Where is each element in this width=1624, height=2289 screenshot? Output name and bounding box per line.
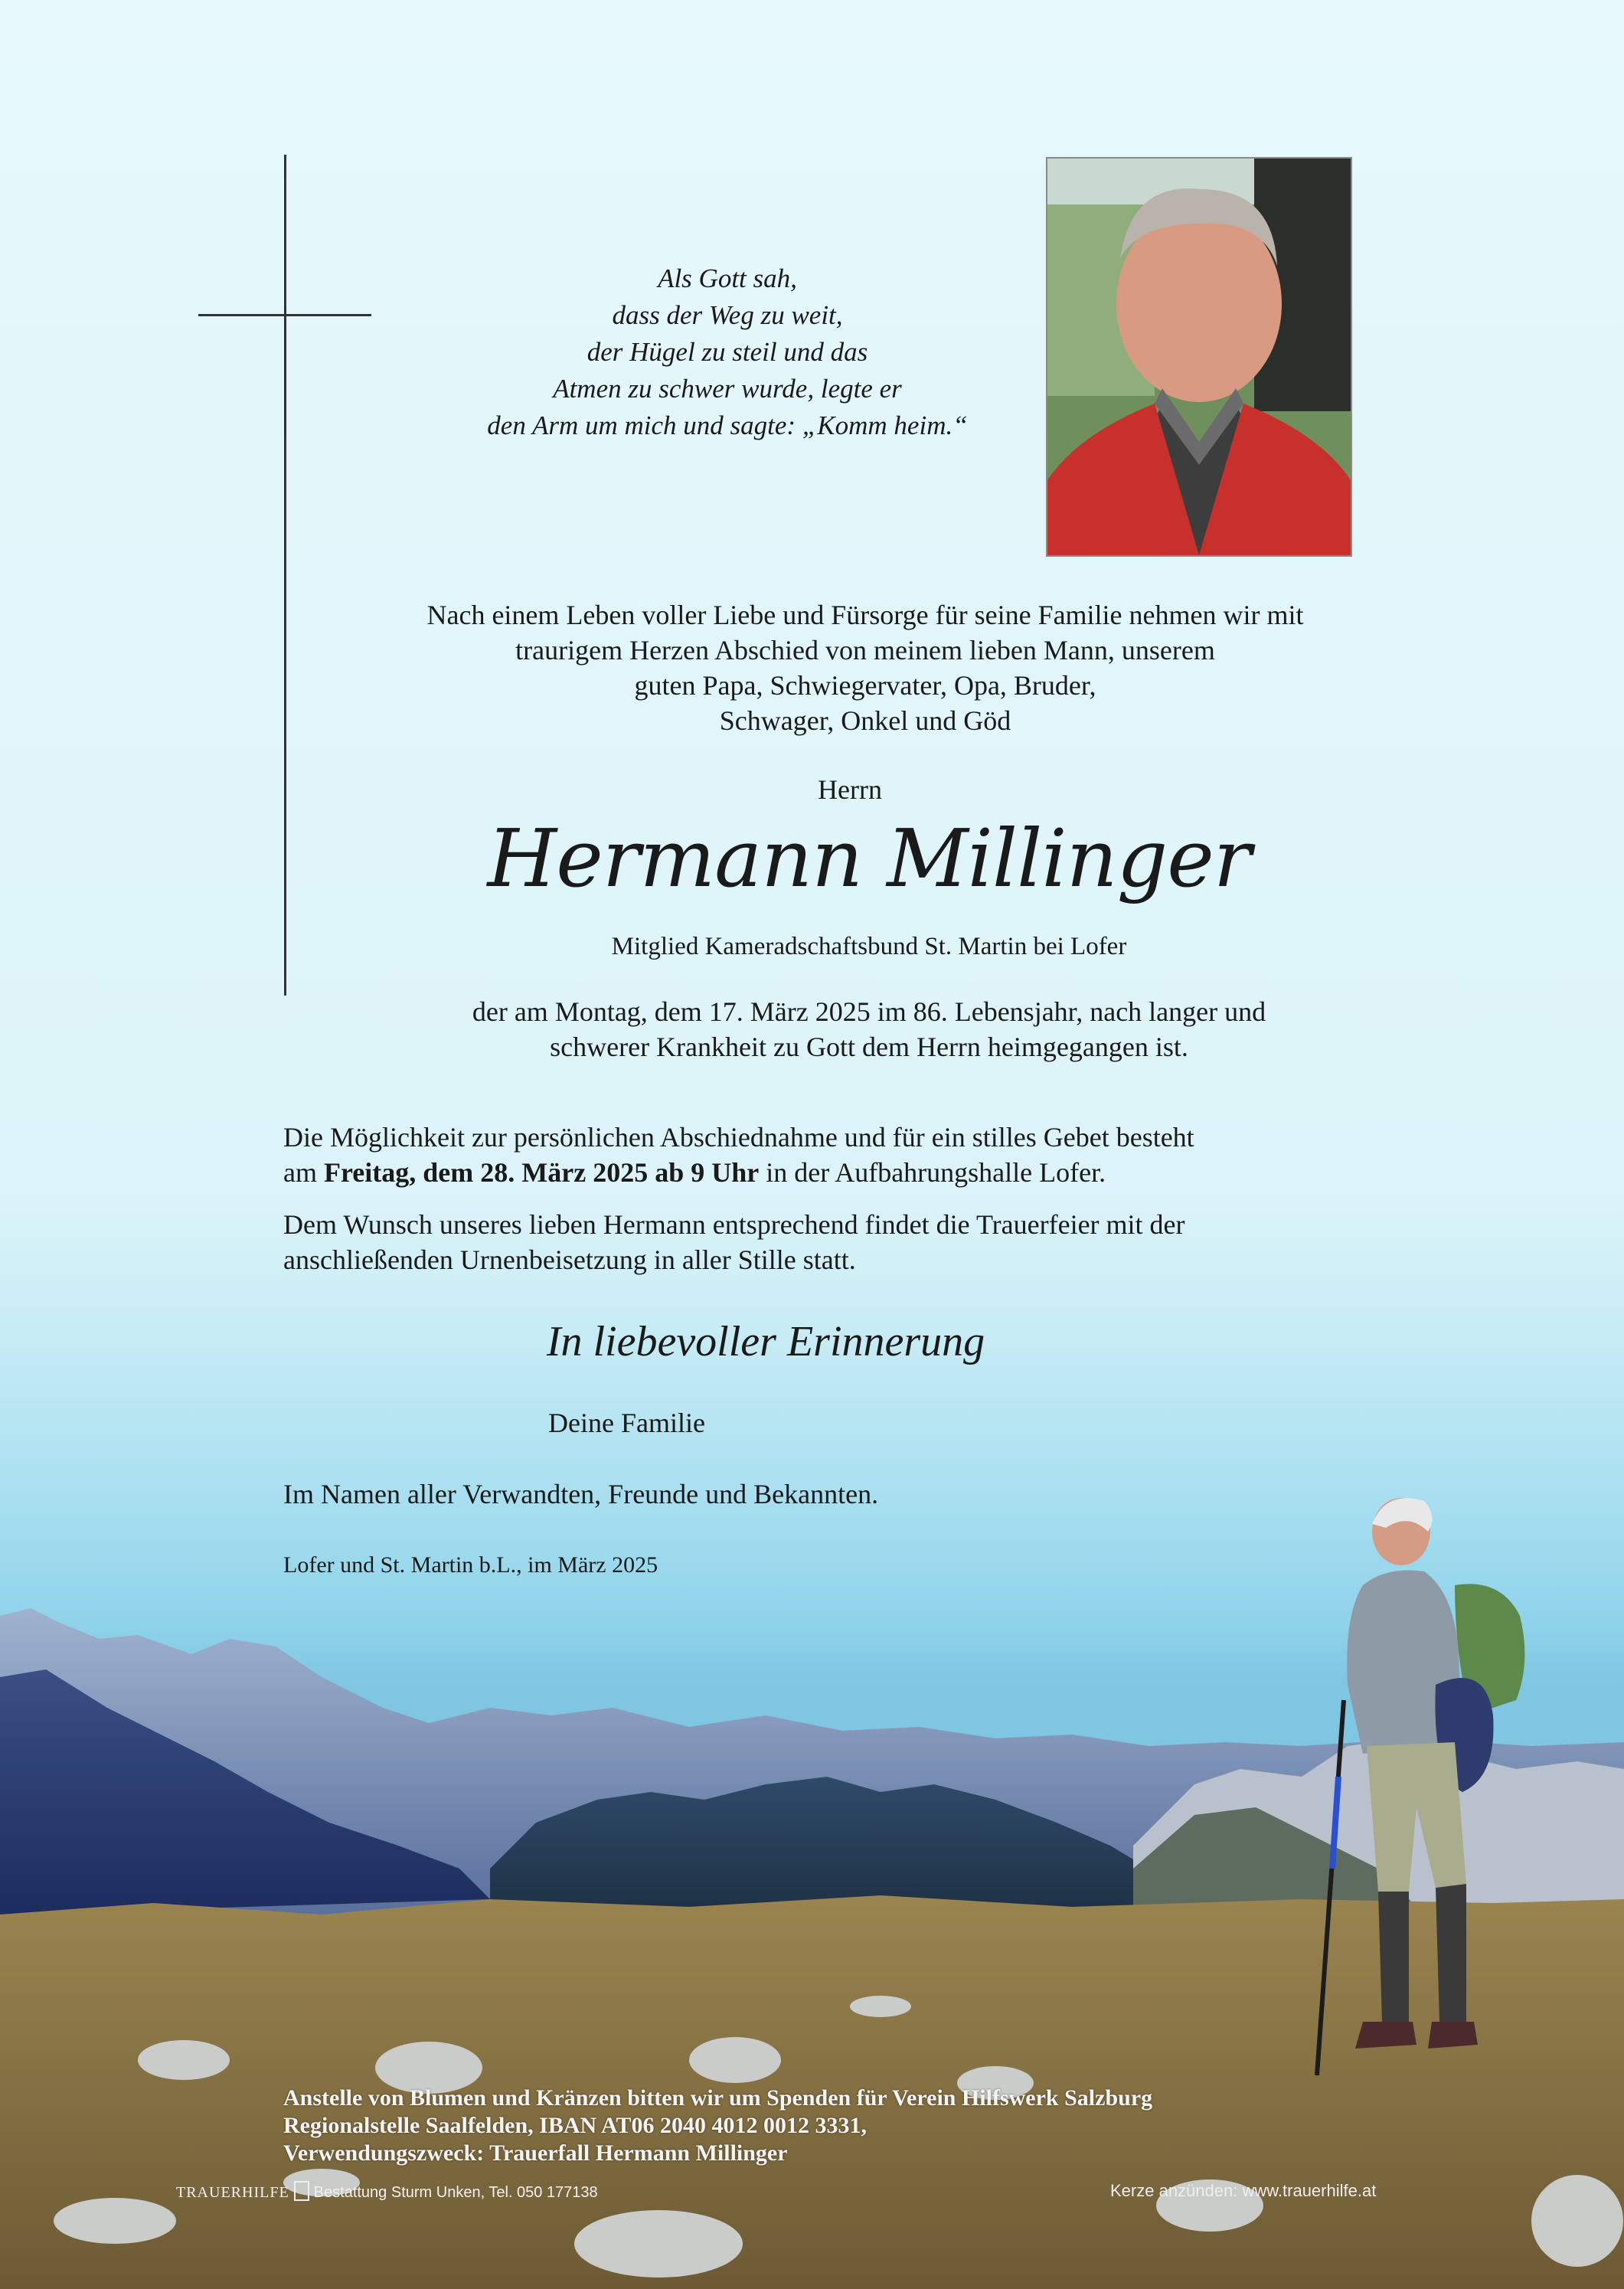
- ceremony-paragraph: [283, 1207, 1470, 1277]
- farewell-paragraph: [283, 1120, 1470, 1190]
- intro-line: Nach einem Leben voller Liebe und Fürsorge für seine Familie nehmen wir mit: [426, 600, 1304, 630]
- poem-line: den Arm um mich und sagte: „Komm heim.“: [487, 410, 968, 440]
- footer-candle-link[interactable]: Kerze anzünden: www.trauerhilfe.at: [1110, 2181, 1377, 2200]
- trauerhilfe-logo: TRAUERHILFE: [176, 2184, 289, 2201]
- death-notice: [306, 994, 1432, 1064]
- remembrance-heading: In liebevoller Erinnerung: [546, 1318, 985, 1365]
- family-signature: Deine Familie: [548, 1408, 705, 1438]
- cross-vertical-bar: [284, 155, 286, 996]
- poem-line: der Hügel zu steil und das: [587, 337, 868, 367]
- farewell-line: Die Möglichkeit zur persönlichen Abschiednahme und für ein stilles Gebet besteht: [283, 1122, 1194, 1153]
- poem: [429, 260, 1026, 444]
- donation-line: Verwendungszweck: Trauerfall Hermann Millinger: [283, 2140, 788, 2166]
- undertaker-contact: Bestattung Sturm Unken, Tel. 050 177138: [313, 2184, 598, 2201]
- cross-horizontal-bar: [198, 314, 371, 316]
- portrait-photo: [1046, 157, 1352, 557]
- salutation: Herrn: [818, 774, 882, 805]
- place-date: Lofer und St. Martin b.L., im März 2025: [283, 1552, 658, 1578]
- brand-mark-icon: [294, 2181, 309, 2201]
- deceased-name: Hermann Millinger: [487, 812, 1251, 905]
- farewell-line: [283, 1155, 1470, 1190]
- membership-line: Mitglied Kameradschaftsbund St. Martin bei Lofer: [611, 933, 1127, 960]
- hiker-figure: [1302, 1486, 1608, 2098]
- poem-line: dass der Weg zu weit,: [612, 300, 843, 330]
- intro-line: Schwager, Onkel und Göd: [719, 705, 1011, 736]
- footer-undertaker: [176, 2181, 598, 2202]
- relatives-line: Im Namen aller Verwandten, Freunde und Bekannten.: [283, 1479, 879, 1509]
- poem-line: Atmen zu schwer wurde, legte er: [553, 374, 902, 404]
- farewell-date: Freitag, dem 28. März 2025 ab 9 Uhr: [323, 1157, 760, 1188]
- farewell-location: in der Aufbahrungshalle Lofer.: [759, 1157, 1106, 1188]
- donation-line: Anstelle von Blumen und Kränzen bitten wir um Spenden für Verein Hilfswerk Salzburg: [283, 2085, 1153, 2111]
- poem-line: Als Gott sah,: [658, 263, 797, 293]
- intro-text: [291, 597, 1439, 738]
- donation-notice: [283, 2085, 1355, 2167]
- death-notice-line: schwerer Krankheit zu Gott dem Herrn heimgegangen ist.: [550, 1032, 1188, 1062]
- farewell-prefix: am: [283, 1157, 324, 1188]
- ceremony-line: Dem Wunsch unseres lieben Hermann entsprechend findet die Trauerfeier mit der: [283, 1209, 1185, 1240]
- death-notice-line: der am Montag, dem 17. März 2025 im 86. Lebensjahr, nach langer und: [472, 996, 1266, 1027]
- intro-line: guten Papa, Schwiegervater, Opa, Bruder,: [634, 670, 1096, 701]
- intro-line: traurigem Herzen Abschied von meinem lieben Mann, unserem: [515, 635, 1215, 665]
- donation-line: Regionalstelle Saalfelden, IBAN AT06 2040 4012 0012 3331,: [283, 2113, 867, 2138]
- ceremony-line: anschließenden Urnenbeisetzung in aller Stille statt.: [283, 1244, 856, 1275]
